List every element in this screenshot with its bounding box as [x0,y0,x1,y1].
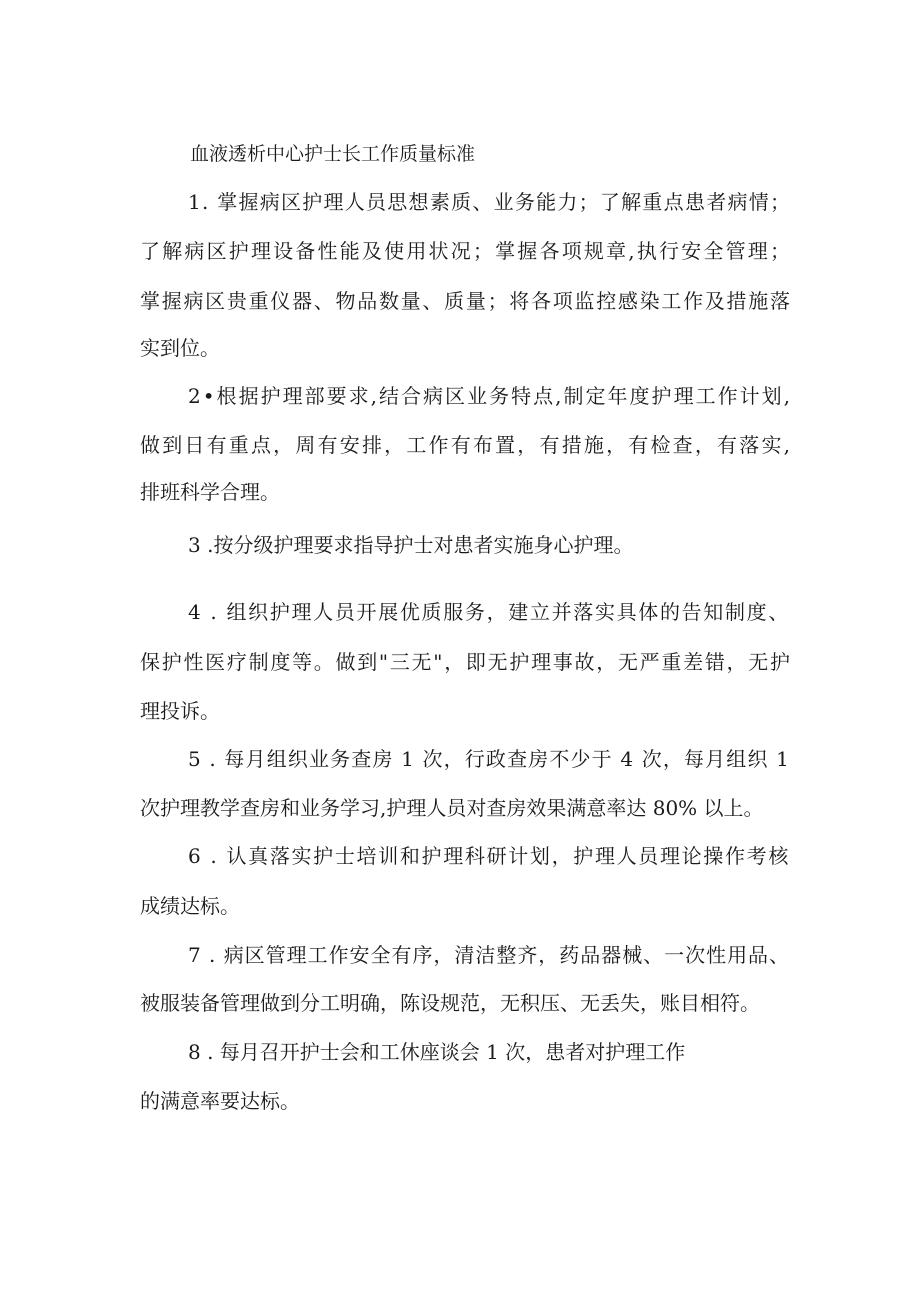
paragraph-4-line-1: 4 . 组织护理人员开展优质服务，建立并落实具体的告知制度、 [188,600,790,624]
paragraph-1-line-1: 1. 掌握病区护理人员思想素质、业务能力；了解重点患者病情； [188,190,792,214]
paragraph-2-line-3: 排班科学合理。 [140,480,280,504]
paragraph-2-line-1: 2•根据护理部要求,结合病区业务特点,制定年度护理工作计划, [188,384,793,408]
document-title: 血液透析中心护士长工作质量标准 [190,143,476,165]
paragraph-1-line-2: 了解病区护理设备性能及使用状况；掌握各项规章,执行安全管理； [140,239,793,263]
paragraph-5-line-2: 次护理教学查房和业务学习,护理人员对查房效果满意率达 80% 以上。 [140,796,764,820]
paragraph-8-line-2: 的满意率要达标。 [140,1089,300,1113]
paragraph-7-line-2: 被服装备管理做到分工明确，陈设规范，无积压、无丢失，账目相符。 [140,991,760,1015]
paragraph-4-line-3: 理投诉。 [140,699,220,723]
paragraph-1-line-4: 实到位。 [140,336,220,360]
paragraph-6-line-2: 成绩达标。 [140,894,240,918]
paragraph-7-line-1: 7 . 病区管理工作安全有序，清洁整齐，药品器械、一次性用品、 [188,943,790,967]
paragraph-1-line-3: 掌握病区贵重仪器、物品数量、质量；将各项监控感染工作及措施落 [140,289,792,313]
paragraph-3-line-1: 3 .按分级护理要求指导护士对患者实施身心护理。 [188,533,634,557]
paragraph-2-line-2: 做到日有重点，周有安排，工作有布置，有措施，有检查，有落实, [140,433,793,457]
paragraph-6-line-1: 6 . 认真落实护士培训和护理科研计划，护理人员理论操作考核 [188,844,790,868]
paragraph-5-line-1: 5 . 每月组织业务查房 1 次，行政查房不少于 4 次，每月组织 1 [188,747,790,771]
paragraph-8-line-1: 8 . 每月召开护士会和工休座谈会 1 次，患者对护理工作 [188,1040,686,1064]
paragraph-4-line-2: 保护性医疗制度等。做到"三无"，即无护理事故，无严重差错，无护 [140,650,792,674]
